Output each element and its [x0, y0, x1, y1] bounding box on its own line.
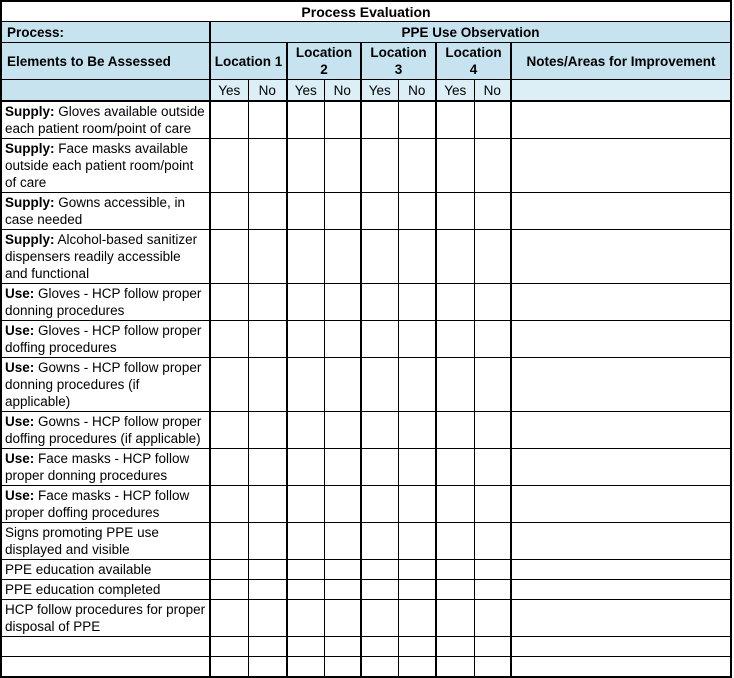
- location-4-yes-cell[interactable]: [436, 412, 474, 449]
- element-label: [1, 101, 210, 139]
- notes-cell[interactable]: [511, 412, 731, 449]
- row-text: Alcohol-based sanitizer dispensers readily accessible and functional: [5, 232, 198, 281]
- row-text: Face masks available outside each patient room/point of care: [5, 141, 194, 190]
- table-row: [1, 193, 731, 230]
- location-4-yes-cell[interactable]: [436, 657, 474, 678]
- location-2-no-cell[interactable]: [324, 560, 361, 580]
- location-1-yes-cell[interactable]: [210, 230, 248, 284]
- location-3-yes-cell[interactable]: [361, 523, 398, 560]
- location-2-no-cell[interactable]: [324, 657, 361, 678]
- location-4-no-cell[interactable]: [474, 101, 511, 139]
- element-label: [1, 657, 210, 678]
- location-4-yes-cell[interactable]: [436, 449, 474, 486]
- row-text: HCP follow procedures for proper disposal of PPE: [5, 602, 206, 634]
- element-label: [1, 600, 210, 637]
- row-prefix: Supply:: [5, 195, 55, 210]
- notes-cell[interactable]: [511, 139, 731, 193]
- row-prefix: Use:: [5, 488, 35, 503]
- location-2-yes-cell[interactable]: [287, 193, 324, 230]
- location-4-yes-cell[interactable]: [436, 230, 474, 284]
- element-label: [1, 637, 210, 657]
- location-1-no-cell[interactable]: [248, 139, 287, 193]
- notes-cell[interactable]: [511, 560, 731, 580]
- notes-cell[interactable]: [511, 637, 731, 657]
- element-label: [1, 523, 210, 560]
- location-4-yes-cell[interactable]: [436, 139, 474, 193]
- element-label: [1, 358, 210, 412]
- location-2-yes-cell[interactable]: [287, 580, 324, 600]
- row-prefix: Supply:: [5, 232, 55, 247]
- notes-cell[interactable]: [511, 193, 731, 230]
- location-3-yes-cell[interactable]: [361, 193, 398, 230]
- location-2-yes-cell[interactable]: [287, 101, 324, 139]
- notes-cell[interactable]: [511, 580, 731, 600]
- location-4-no-cell[interactable]: [474, 139, 511, 193]
- location-1-yes-cell[interactable]: [210, 600, 248, 637]
- element-label: [1, 139, 210, 193]
- table-row: [1, 637, 731, 657]
- page-title: Process Evaluation: [1, 1, 731, 22]
- location-4-no-cell[interactable]: [474, 412, 511, 449]
- location-4-yes-cell[interactable]: [436, 637, 474, 657]
- notes-cell[interactable]: [511, 657, 731, 678]
- row-prefix: Use:: [5, 360, 35, 375]
- location-3-no-cell[interactable]: [398, 580, 436, 600]
- location-1-no-cell[interactable]: [248, 284, 287, 321]
- location-4-no-cell[interactable]: [474, 560, 511, 580]
- location-4-yes-cell[interactable]: [436, 560, 474, 580]
- location-2-no-cell[interactable]: [324, 449, 361, 486]
- location-4-no-cell[interactable]: [474, 321, 511, 358]
- table-row: [1, 580, 731, 600]
- location-2-no-cell[interactable]: [324, 193, 361, 230]
- row-text: Signs promoting PPE use displayed and visible: [5, 525, 159, 557]
- location-3-yes-cell[interactable]: [361, 637, 398, 657]
- no-header: No: [398, 80, 436, 102]
- location-1-yes-cell[interactable]: [210, 139, 248, 193]
- location-3-yes-cell[interactable]: [361, 449, 398, 486]
- no-header: No: [324, 80, 361, 102]
- location-1-yes-cell[interactable]: [210, 284, 248, 321]
- row-text: Gloves - HCP follow proper donning procedures: [5, 286, 202, 318]
- location-3-yes-cell[interactable]: [361, 486, 398, 523]
- location-3-header: Location 3: [361, 43, 436, 80]
- location-1-no-cell[interactable]: [248, 358, 287, 412]
- location-4-no-cell[interactable]: [474, 230, 511, 284]
- table-row: [1, 101, 731, 139]
- process-label: Process:: [1, 22, 210, 43]
- yes-header: Yes: [210, 80, 248, 102]
- location-3-no-cell[interactable]: [398, 657, 436, 678]
- location-2-yes-cell[interactable]: [287, 284, 324, 321]
- element-label: [1, 230, 210, 284]
- location-4-no-cell[interactable]: [474, 637, 511, 657]
- yes-no-header-row: [1, 80, 731, 102]
- location-4-no-cell[interactable]: [474, 358, 511, 412]
- location-3-yes-cell[interactable]: [361, 580, 398, 600]
- row-prefix: Use:: [5, 414, 35, 429]
- notes-cell[interactable]: [511, 486, 731, 523]
- table-row: [1, 284, 731, 321]
- location-3-yes-cell[interactable]: [361, 560, 398, 580]
- location-1-no-cell[interactable]: [248, 101, 287, 139]
- location-2-yes-cell[interactable]: [287, 657, 324, 678]
- location-3-yes-cell[interactable]: [361, 600, 398, 637]
- location-4-no-cell[interactable]: [474, 486, 511, 523]
- location-3-no-cell[interactable]: [398, 560, 436, 580]
- location-1-no-cell[interactable]: [248, 580, 287, 600]
- location-1-no-cell[interactable]: [248, 637, 287, 657]
- location-3-no-cell[interactable]: [398, 523, 436, 560]
- location-2-no-cell[interactable]: [324, 101, 361, 139]
- row-text: PPE education available: [5, 562, 152, 577]
- no-header: No: [474, 80, 511, 102]
- elements-subheader-blank: [1, 80, 210, 102]
- location-1-yes-cell[interactable]: [210, 523, 248, 560]
- location-2-no-cell[interactable]: [324, 412, 361, 449]
- location-3-no-cell[interactable]: [398, 412, 436, 449]
- location-1-no-cell[interactable]: [248, 230, 287, 284]
- location-1-yes-cell[interactable]: [210, 560, 248, 580]
- table-row: [1, 486, 731, 523]
- location-1-no-cell[interactable]: [248, 486, 287, 523]
- notes-cell[interactable]: [511, 449, 731, 486]
- row-text: Face masks - HCP follow proper donning procedures: [5, 451, 190, 483]
- location-4-yes-cell[interactable]: [436, 358, 474, 412]
- location-1-yes-cell[interactable]: [210, 101, 248, 139]
- location-1-yes-cell[interactable]: [210, 449, 248, 486]
- yes-header: Yes: [361, 80, 398, 102]
- location-3-no-cell[interactable]: [398, 449, 436, 486]
- row-prefix: Use:: [5, 286, 35, 301]
- location-2-yes-cell[interactable]: [287, 412, 324, 449]
- location-1-yes-cell[interactable]: [210, 657, 248, 678]
- location-2-no-cell[interactable]: [324, 637, 361, 657]
- location-4-yes-cell[interactable]: [436, 580, 474, 600]
- location-4-no-cell[interactable]: [474, 193, 511, 230]
- table-row: [1, 358, 731, 412]
- location-3-no-cell[interactable]: [398, 284, 436, 321]
- location-3-yes-cell[interactable]: [361, 139, 398, 193]
- location-3-no-cell[interactable]: [398, 230, 436, 284]
- location-1-no-cell[interactable]: [248, 523, 287, 560]
- location-3-no-cell[interactable]: [398, 637, 436, 657]
- location-3-no-cell[interactable]: [398, 193, 436, 230]
- location-4-yes-cell[interactable]: [436, 284, 474, 321]
- row-prefix: Use:: [5, 323, 35, 338]
- location-4-no-cell[interactable]: [474, 449, 511, 486]
- row-text: Face masks - HCP follow proper doffing procedures: [5, 488, 190, 520]
- location-2-no-cell[interactable]: [324, 600, 361, 637]
- location-4-yes-cell[interactable]: [436, 486, 474, 523]
- location-4-yes-cell[interactable]: [436, 600, 474, 637]
- location-2-yes-cell[interactable]: [287, 230, 324, 284]
- location-2-no-cell[interactable]: [324, 139, 361, 193]
- notes-header: Notes/Areas for Improvement: [511, 43, 731, 80]
- location-1-yes-cell[interactable]: [210, 412, 248, 449]
- column-header-row: [1, 43, 731, 80]
- row-prefix: Use:: [5, 451, 35, 466]
- location-4-yes-cell[interactable]: [436, 523, 474, 560]
- row-text: Gowns - HCP follow proper donning procedures (if applicable): [5, 360, 202, 409]
- location-4-header: Location 4: [436, 43, 511, 80]
- notes-cell[interactable]: [511, 523, 731, 560]
- location-4-no-cell[interactable]: [474, 600, 511, 637]
- row-text: Gloves - HCP follow proper doffing procedures: [5, 323, 202, 355]
- location-2-no-cell[interactable]: [324, 230, 361, 284]
- location-1-yes-cell[interactable]: [210, 321, 248, 358]
- location-3-yes-cell[interactable]: [361, 412, 398, 449]
- table-row: [1, 449, 731, 486]
- location-2-yes-cell[interactable]: [287, 560, 324, 580]
- table-row: [1, 600, 731, 637]
- notes-cell[interactable]: [511, 101, 731, 139]
- table-row: [1, 230, 731, 284]
- location-3-no-cell[interactable]: [398, 139, 436, 193]
- location-2-yes-cell[interactable]: [287, 523, 324, 560]
- location-1-no-cell[interactable]: [248, 412, 287, 449]
- element-label: [1, 412, 210, 449]
- location-2-yes-cell[interactable]: [287, 637, 324, 657]
- location-3-yes-cell[interactable]: [361, 284, 398, 321]
- location-1-no-cell[interactable]: [248, 321, 287, 358]
- location-2-no-cell[interactable]: [324, 321, 361, 358]
- notes-cell[interactable]: [511, 600, 731, 637]
- location-1-yes-cell[interactable]: [210, 193, 248, 230]
- notes-cell[interactable]: [511, 321, 731, 358]
- row-text: Gowns - HCP follow proper doffing procedures (if applicable): [5, 414, 202, 446]
- row-prefix: Supply:: [5, 141, 55, 156]
- row-prefix: Supply:: [5, 104, 55, 119]
- location-3-yes-cell[interactable]: [361, 101, 398, 139]
- location-2-no-cell[interactable]: [324, 486, 361, 523]
- table-row: [1, 657, 731, 678]
- location-3-no-cell[interactable]: [398, 358, 436, 412]
- location-1-yes-cell[interactable]: [210, 637, 248, 657]
- location-2-yes-cell[interactable]: [287, 139, 324, 193]
- location-1-no-cell[interactable]: [248, 657, 287, 678]
- location-2-yes-cell[interactable]: [287, 449, 324, 486]
- location-2-no-cell[interactable]: [324, 284, 361, 321]
- location-3-yes-cell[interactable]: [361, 358, 398, 412]
- location-3-no-cell[interactable]: [398, 600, 436, 637]
- location-2-yes-cell[interactable]: [287, 486, 324, 523]
- notes-subheader-blank: [511, 80, 731, 102]
- location-2-header: Location 2: [287, 43, 361, 80]
- row-text: Gloves available outside each patient room/point of care: [5, 104, 205, 136]
- location-1-no-cell[interactable]: [248, 193, 287, 230]
- row-text: Gowns accessible, in case needed: [5, 195, 186, 227]
- element-label: [1, 193, 210, 230]
- location-1-yes-cell[interactable]: [210, 580, 248, 600]
- location-4-no-cell[interactable]: [474, 523, 511, 560]
- table-row: [1, 560, 731, 580]
- process-row: [1, 22, 731, 43]
- observation-header: PPE Use Observation: [210, 22, 731, 43]
- table-row: [1, 412, 731, 449]
- yes-header: Yes: [287, 80, 324, 102]
- yes-header: Yes: [436, 80, 474, 102]
- row-text: PPE education completed: [5, 582, 161, 597]
- element-label: [1, 486, 210, 523]
- location-3-no-cell[interactable]: [398, 321, 436, 358]
- location-2-yes-cell[interactable]: [287, 600, 324, 637]
- table-row: [1, 523, 731, 560]
- element-label: [1, 449, 210, 486]
- table-row: [1, 139, 731, 193]
- location-1-yes-cell[interactable]: [210, 486, 248, 523]
- location-4-yes-cell[interactable]: [436, 321, 474, 358]
- location-3-yes-cell[interactable]: [361, 230, 398, 284]
- no-header: No: [248, 80, 287, 102]
- table-row: [1, 321, 731, 358]
- location-2-no-cell[interactable]: [324, 358, 361, 412]
- location-2-no-cell[interactable]: [324, 523, 361, 560]
- element-label: [1, 321, 210, 358]
- location-3-no-cell[interactable]: [398, 486, 436, 523]
- location-3-yes-cell[interactable]: [361, 321, 398, 358]
- location-1-no-cell[interactable]: [248, 600, 287, 637]
- elements-header: Elements to Be Assessed: [1, 43, 210, 80]
- notes-cell[interactable]: [511, 230, 731, 284]
- element-label: [1, 560, 210, 580]
- notes-cell[interactable]: [511, 358, 731, 412]
- location-2-yes-cell[interactable]: [287, 358, 324, 412]
- title-row: [1, 1, 731, 22]
- location-3-no-cell[interactable]: [398, 101, 436, 139]
- location-1-header: Location 1: [210, 43, 287, 80]
- location-2-no-cell[interactable]: [324, 580, 361, 600]
- element-label: [1, 580, 210, 600]
- location-4-yes-cell[interactable]: [436, 193, 474, 230]
- location-2-yes-cell[interactable]: [287, 321, 324, 358]
- location-1-no-cell[interactable]: [248, 449, 287, 486]
- location-4-no-cell[interactable]: [474, 284, 511, 321]
- notes-cell[interactable]: [511, 284, 731, 321]
- location-1-yes-cell[interactable]: [210, 358, 248, 412]
- location-3-yes-cell[interactable]: [361, 657, 398, 678]
- location-1-no-cell[interactable]: [248, 560, 287, 580]
- location-4-no-cell[interactable]: [474, 580, 511, 600]
- element-label: [1, 284, 210, 321]
- location-4-no-cell[interactable]: [474, 657, 511, 678]
- location-4-yes-cell[interactable]: [436, 101, 474, 139]
